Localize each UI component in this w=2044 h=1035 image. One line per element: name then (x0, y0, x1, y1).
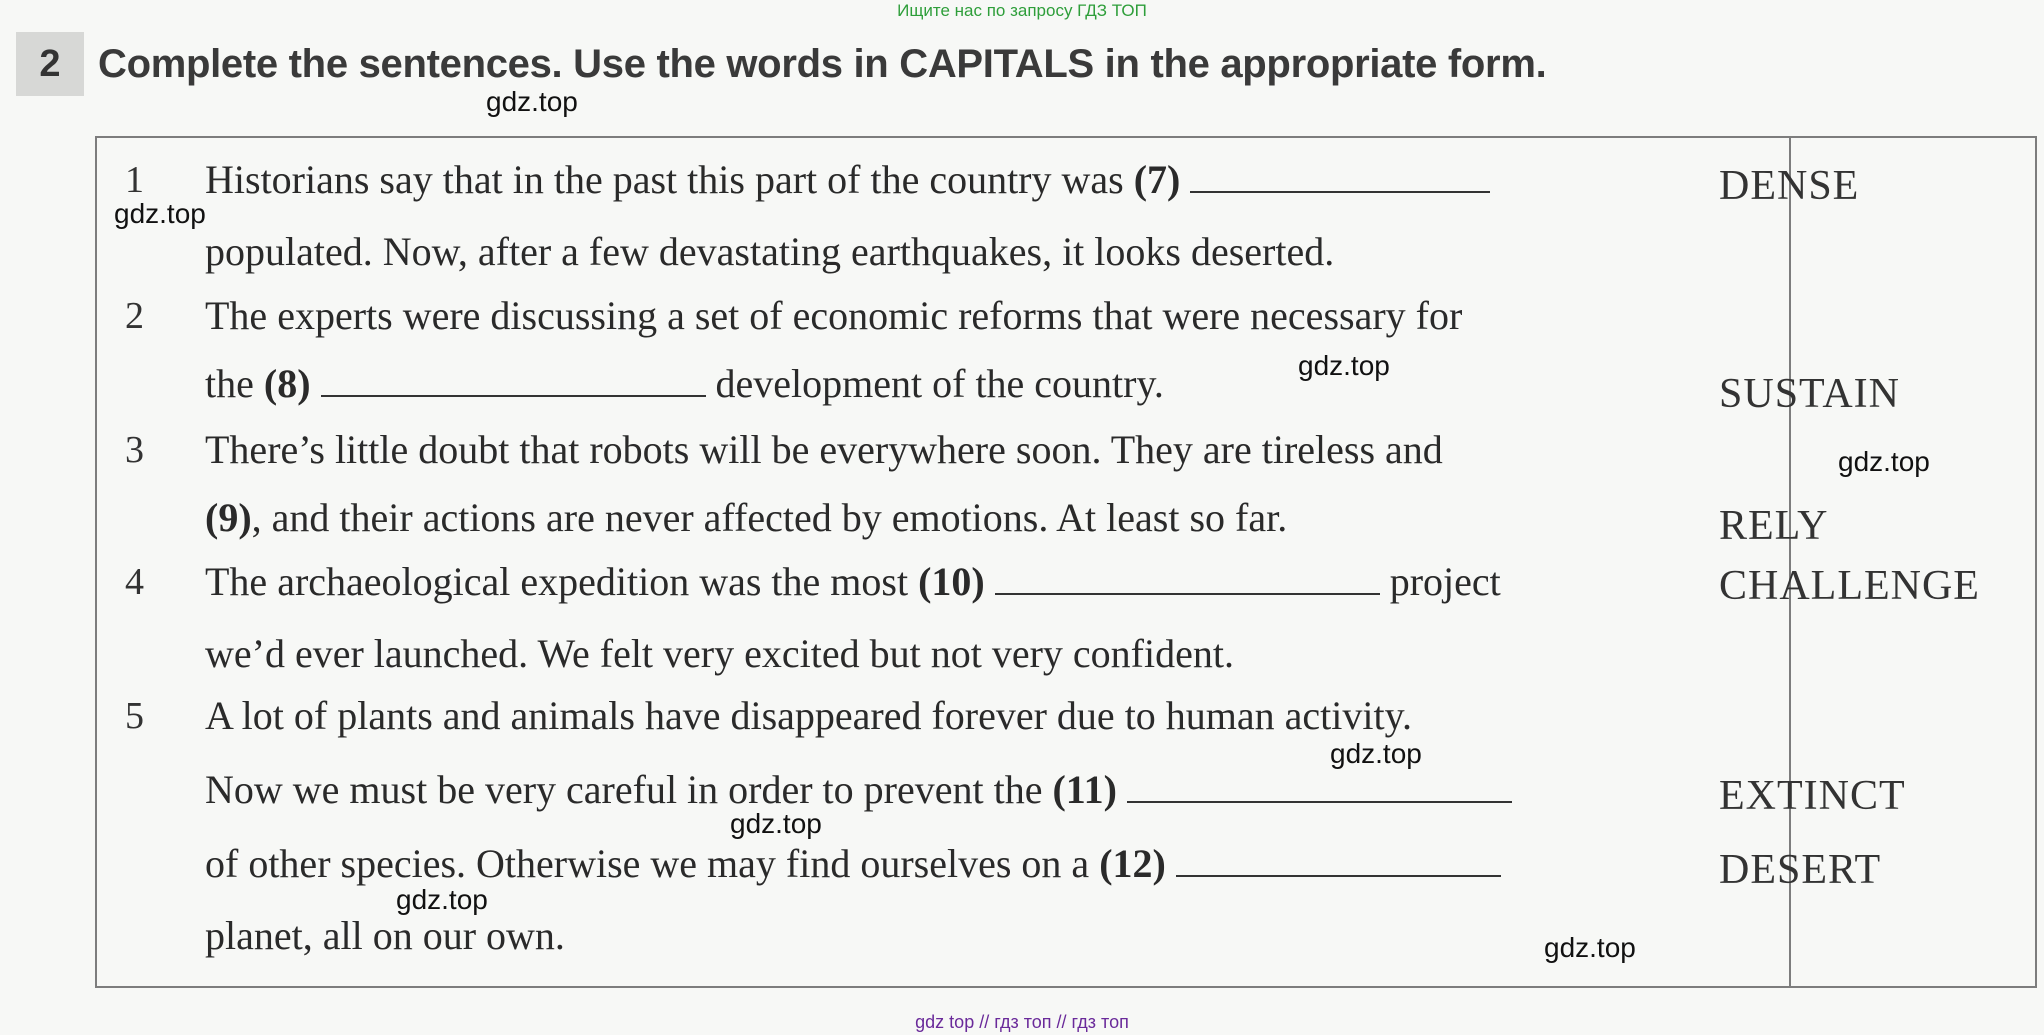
answer-blank[interactable] (1176, 845, 1501, 877)
sentence-line: planet, all on our own. (205, 913, 565, 958)
item-number: 5 (125, 695, 144, 737)
answer-blank[interactable] (1127, 771, 1512, 803)
gap-number: (7) (1133, 157, 1181, 202)
gap-number: (11) (1052, 767, 1117, 812)
watermark: gdz.top (1298, 350, 1390, 381)
keyword-dense: DENSE (1719, 163, 1860, 209)
item-number: 2 (125, 295, 144, 337)
answer-blank[interactable] (1190, 161, 1490, 193)
sentence-line: of other species. Otherwise we may find ourselves on a (12) (205, 840, 1501, 888)
sentence-line: There’s little doubt that robots will be everywhere soon. They are tireless and (205, 427, 1443, 472)
sentence-line: we’d ever launched. We felt very excited but not very confident. (205, 631, 1234, 676)
sentence-line: The archaeological expedition was the most (10) project (205, 559, 1501, 604)
item-number: 3 (125, 429, 144, 471)
top-banner: Ищите нас по запросу ГДЗ ТОП (897, 1, 1147, 20)
sentence-line: populated. Now, after a few devastating earthquakes, it looks deserted. (205, 229, 1335, 274)
watermark: gdz.top (1838, 446, 1930, 477)
gap-number: (8) (263, 361, 311, 406)
answer-blank[interactable] (321, 365, 706, 397)
sentence-line: the (8) development of the country. (205, 361, 1164, 406)
exercise-instruction: Complete the sentences. Use the words in CAPITALS in the appropriate form. (98, 42, 1547, 86)
watermark: gdz.top (1330, 738, 1422, 769)
watermark: gdz.top (486, 86, 578, 117)
keyword-extinct: EXTINCT (1719, 773, 1906, 819)
watermark: gdz.top (114, 198, 206, 229)
keyword-sustain: SUSTAIN (1719, 371, 1900, 417)
sentence-line: Now we must be very careful in order to prevent the (11) (205, 766, 1512, 814)
gap-number: (10) (918, 559, 985, 604)
watermark: gdz.top (1544, 932, 1636, 963)
exercise-table (95, 136, 2037, 988)
sentence-line: A lot of plants and animals have disappeared forever due to human activity. (205, 693, 1413, 738)
gap-number: (12) (1099, 841, 1166, 886)
answer-blank[interactable] (995, 563, 1380, 595)
sentence-line: Historians say that in the past this part of the country was (7) (205, 156, 1490, 204)
sentence-line: The experts were discussing a set of economic reforms that were necessary for (205, 293, 1463, 338)
sentence-line: (9), and their actions are never affected by emotions. At least so far. (205, 495, 1288, 540)
keyword-rely: RELY (1719, 503, 1829, 549)
watermark: gdz.top (396, 884, 488, 915)
keyword-challenge: CHALLENGE (1719, 563, 1980, 609)
exercise-number: 2 (16, 32, 84, 96)
watermark: gdz.top (730, 808, 822, 839)
keyword-desert: DESERT (1719, 847, 1882, 893)
item-number: 1 (125, 159, 144, 201)
item-number: 4 (125, 561, 144, 603)
gap-number: (9) (205, 495, 252, 540)
footer-watermark: gdz top // гдз топ // гдз топ (915, 1012, 1129, 1032)
